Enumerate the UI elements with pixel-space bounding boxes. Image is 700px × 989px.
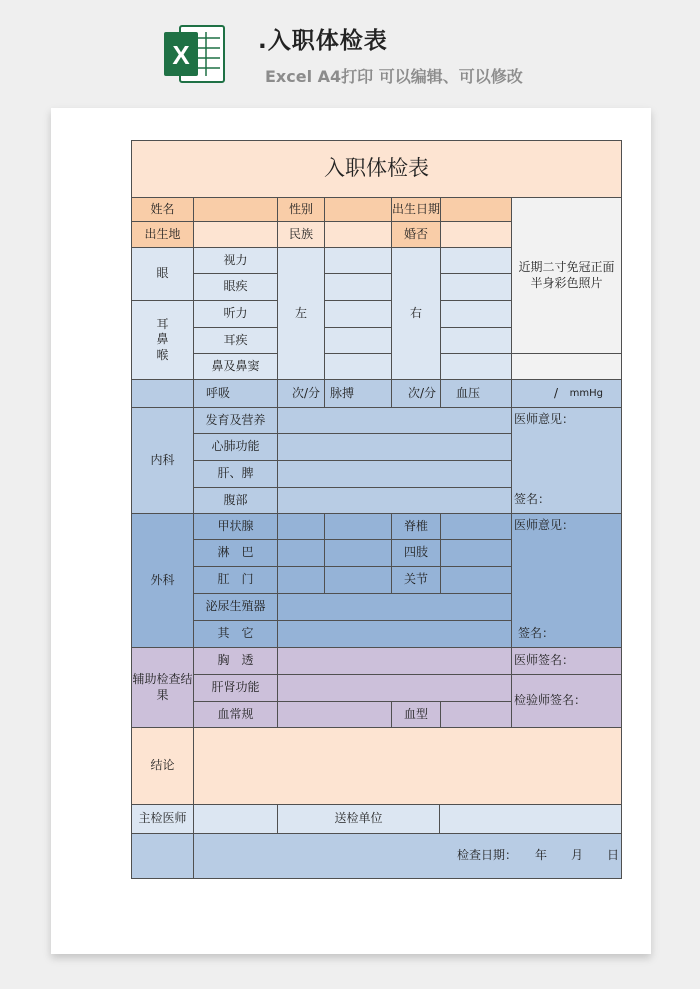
lymph-field-b[interactable] <box>324 539 392 567</box>
internal-field-liver-spleen[interactable] <box>277 460 512 488</box>
left-vision-field[interactable] <box>324 247 392 274</box>
left-hearing-field[interactable] <box>324 300 392 328</box>
chief-doctor-field[interactable] <box>193 804 278 834</box>
gender-field[interactable] <box>324 197 392 222</box>
urogenital-field[interactable] <box>277 593 512 621</box>
right-eye-disease-field[interactable] <box>440 273 512 301</box>
anus-field-b[interactable] <box>324 566 392 594</box>
blood-routine-field[interactable] <box>277 701 392 728</box>
internal-field-development[interactable] <box>277 407 512 434</box>
surgery-label: 外科 <box>131 513 194 648</box>
internal-signature[interactable]: 签名： <box>511 486 622 514</box>
internal-item-cardiopulmonary: 心肺功能 <box>193 433 278 461</box>
marital-label: 婚否 <box>391 221 441 248</box>
anus-field-a[interactable] <box>277 566 325 594</box>
left-side-label: 左 <box>277 247 325 380</box>
bottom-left-cell <box>131 833 194 879</box>
birth-date-label: 出生日期 <box>391 197 441 222</box>
birthplace-label: 出生地 <box>131 221 194 248</box>
joints-field[interactable] <box>440 566 512 594</box>
submit-unit-label: 送检单位 <box>277 804 440 834</box>
left-eye-disease-field[interactable] <box>324 273 392 301</box>
eye-section-label: 眼 <box>131 247 194 301</box>
vitals-row-spacer <box>131 379 194 408</box>
conclusion-field[interactable] <box>193 727 622 805</box>
joints-label: 关节 <box>391 566 441 594</box>
thyroid-field-b[interactable] <box>324 513 392 540</box>
internal-item-development: 发育及营养 <box>193 407 278 434</box>
thyroid-label: 甲状腺 <box>193 513 278 540</box>
lymph-label: 淋 巴 <box>193 539 278 567</box>
blood-type-label: 血型 <box>391 701 441 728</box>
pulse-unit: 次/分 <box>391 379 441 408</box>
right-hearing-field[interactable] <box>440 300 512 328</box>
right-vision-field[interactable] <box>440 247 512 274</box>
bp-unit-cell <box>511 379 622 408</box>
ent-char-throat: 喉 <box>156 347 169 362</box>
birthplace-field[interactable] <box>193 221 278 248</box>
ent-section-label <box>131 300 194 380</box>
nose-sinus-label: 鼻及鼻窦 <box>193 353 278 380</box>
conclusion-label: 结论 <box>131 727 194 805</box>
pulse-label: 脉搏 <box>324 379 392 408</box>
blood-type-field[interactable] <box>440 701 512 728</box>
left-nose-sinus-field[interactable] <box>324 353 392 380</box>
internal-item-liver-spleen: 肝、脾 <box>193 460 278 488</box>
page-subtitle: Excel A4打印 可以编辑、可以修改 <box>265 67 523 86</box>
chest-xray-label: 胸 透 <box>193 647 278 675</box>
physical-exam-form <box>131 140 622 879</box>
left-ear-disease-field[interactable] <box>324 327 392 354</box>
form-title: 入职体检表 <box>131 140 622 198</box>
anus-label: 肛 门 <box>193 566 278 594</box>
name-label: 姓名 <box>131 197 194 222</box>
internal-doctor-opinion[interactable]: 医师意见： <box>511 407 622 487</box>
right-nose-sinus-field[interactable] <box>440 353 512 380</box>
internal-field-abdomen[interactable] <box>277 487 512 514</box>
chest-xray-field[interactable] <box>277 647 512 675</box>
exam-date-field[interactable]: 检查日期： 年 月 日 <box>193 833 622 879</box>
bp-unit: mmHg <box>569 388 603 399</box>
other-field[interactable] <box>277 620 512 648</box>
lab-technician-signature[interactable]: 检验师签名： <box>511 674 622 728</box>
photo-placeholder[interactable]: 近期二寸免冠正面半身彩色照片 <box>511 197 622 354</box>
internal-field-cardiopulmonary[interactable] <box>277 433 512 461</box>
lymph-field-a[interactable] <box>277 539 325 567</box>
urogenital-label: 泌尿生殖器 <box>193 593 278 621</box>
page-header <box>0 0 700 100</box>
hearing-label: 听力 <box>193 300 278 328</box>
bp-separator: / <box>554 385 559 400</box>
gender-label: 性别 <box>277 197 325 222</box>
internal-item-abdomen: 腹部 <box>193 487 278 514</box>
respiration-label: 呼吸 <box>193 379 278 408</box>
liver-kidney-label: 肝肾功能 <box>193 674 278 702</box>
ent-char-ear: 耳 <box>156 316 169 331</box>
auxiliary-label: 辅助检查结果 <box>131 647 194 728</box>
bp-label: 血压 <box>440 379 512 408</box>
right-ear-disease-field[interactable] <box>440 327 512 354</box>
name-field[interactable] <box>193 197 278 222</box>
photo-bottom-cell <box>511 353 622 380</box>
auxiliary-doctor-signature[interactable]: 医师签名： <box>511 647 622 675</box>
submit-unit-field[interactable] <box>439 804 622 834</box>
surgery-doctor-opinion[interactable]: 医师意见： <box>511 513 622 621</box>
excel-logo-letter: X <box>172 40 190 70</box>
page-title: .入职体检表 <box>258 28 388 54</box>
birth-date-field[interactable] <box>440 197 512 222</box>
vision-label: 视力 <box>193 247 278 274</box>
other-label: 其 它 <box>193 620 278 648</box>
ethnicity-label: 民族 <box>277 221 325 248</box>
ent-char-nose: 鼻 <box>156 332 169 347</box>
chief-doctor-label: 主检医师 <box>131 804 194 834</box>
right-side-label: 右 <box>391 247 441 380</box>
spine-field[interactable] <box>440 513 512 540</box>
ethnicity-field[interactable] <box>324 221 392 248</box>
internal-medicine-label: 内科 <box>131 407 194 514</box>
marital-field[interactable] <box>440 221 512 248</box>
limbs-label: 四肢 <box>391 539 441 567</box>
limbs-field[interactable] <box>440 539 512 567</box>
spine-label: 脊椎 <box>391 513 441 540</box>
excel-logo-icon <box>162 22 226 86</box>
liver-kidney-field[interactable] <box>277 674 512 702</box>
ear-disease-label: 耳疾 <box>193 327 278 354</box>
respiration-unit: 次/分 <box>277 379 325 408</box>
thyroid-field-a[interactable] <box>277 513 325 540</box>
blood-routine-label: 血常规 <box>193 701 278 728</box>
surgery-signature[interactable]: 签名： <box>511 620 622 648</box>
eye-disease-label: 眼疾 <box>193 273 278 301</box>
